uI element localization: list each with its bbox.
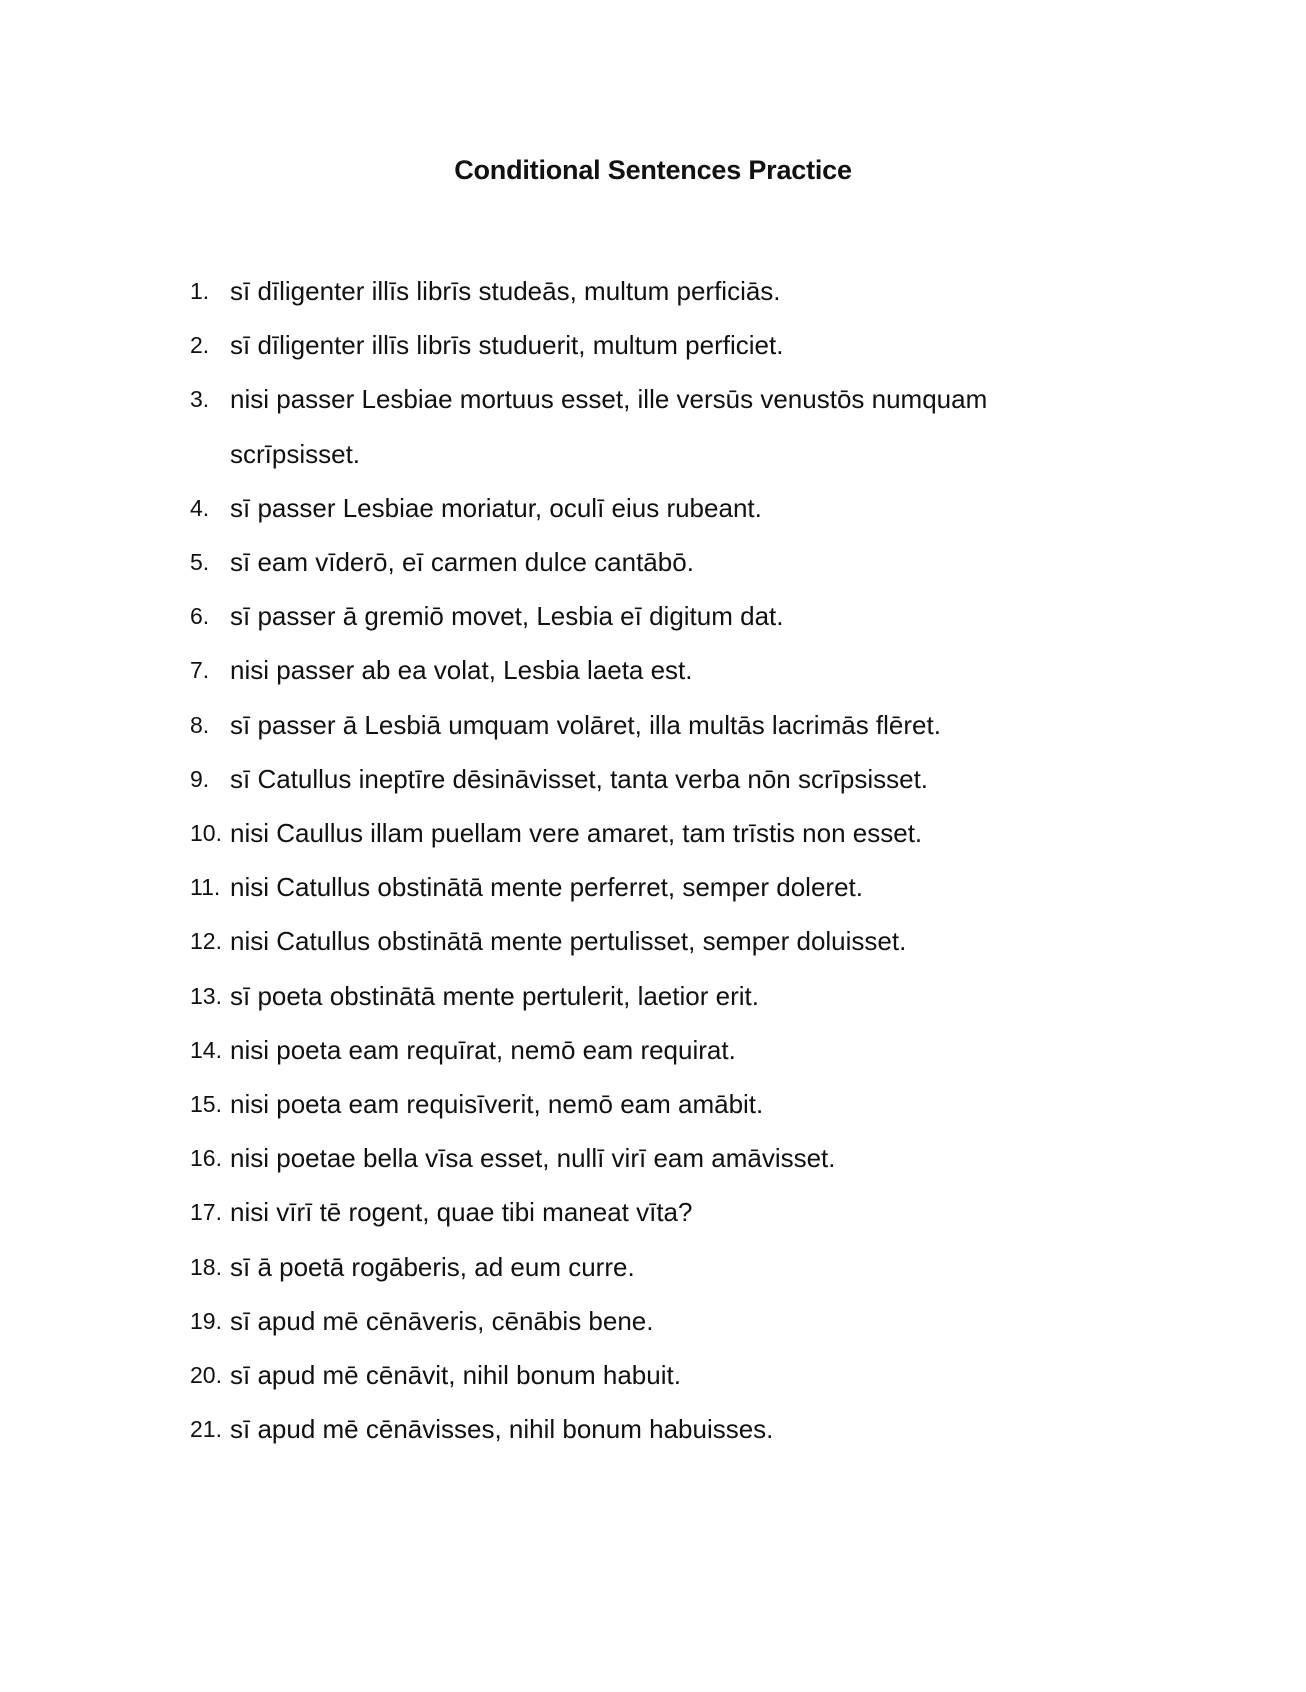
list-item <box>190 698 1090 752</box>
list-item <box>190 1131 1090 1185</box>
item-number: 12. <box>190 928 222 955</box>
item-number: 20. <box>190 1362 222 1389</box>
list-item <box>190 1185 1090 1239</box>
item-number: 14. <box>190 1036 222 1063</box>
list-item <box>190 372 1090 480</box>
list-item <box>190 481 1090 535</box>
item-text: nisi Catullus obstinātā mente perferret, semper doleret. <box>230 872 863 903</box>
item-number: 2. <box>190 332 210 359</box>
item-number: 17. <box>190 1199 222 1226</box>
item-text: sī poeta obstinātā mente pertulerit, laetior erit. <box>230 980 759 1011</box>
item-number: 1. <box>190 278 210 304</box>
list-item <box>190 1402 1090 1456</box>
item-text: sī dīligenter illīs librīs studeās, multum perficiās. <box>230 276 781 306</box>
list-item <box>190 1240 1090 1294</box>
item-number: 19. <box>190 1307 222 1334</box>
list-item <box>190 1077 1090 1131</box>
item-text: nisi poetae bella vīsa esset, nullī virī eam amāvisset. <box>230 1143 836 1174</box>
item-number: 5. <box>190 549 210 576</box>
item-number: 18. <box>190 1253 222 1280</box>
list-item <box>190 860 1090 914</box>
item-number: 4. <box>190 494 210 521</box>
item-text: sī ā poetā rogāberis, ad eum curre. <box>230 1251 635 1282</box>
item-text: sī passer ā Lesbiā umquam volāret, illa multās lacrimās flēret. <box>230 709 941 740</box>
item-text: sī passer Lesbiae moriatur, oculī eius rubeant. <box>230 492 762 523</box>
item-text: nisi vīrī tē rogent, quae tibi maneat vīta? <box>230 1197 693 1228</box>
list-item <box>190 589 1090 643</box>
item-number: 7. <box>190 657 210 684</box>
list-item <box>190 752 1090 806</box>
item-number: 11. <box>190 874 221 901</box>
item-text: nisi Caullus illam puellam vere amaret, tam trīstis non esset. <box>230 818 923 849</box>
list-item <box>190 969 1090 1023</box>
item-number: 6. <box>190 603 210 630</box>
item-number: 9. <box>190 765 210 792</box>
item-text: sī apud mē cēnāvisses, nihil bonum habuisses. <box>230 1414 774 1445</box>
item-number: 10. <box>190 820 222 847</box>
item-text: sī dīligenter illīs librīs studuerit, multum perficiet. <box>230 330 784 361</box>
list-item <box>190 1294 1090 1348</box>
list-item <box>190 643 1090 697</box>
item-number: 15. <box>190 1091 222 1118</box>
item-number: 3. <box>190 386 210 413</box>
item-text: nisi poeta eam requīrat, nemō eam requirat. <box>230 1034 736 1065</box>
item-text: sī apud mē cēnāveris, cēnābis bene. <box>230 1305 654 1336</box>
item-number: 13. <box>190 982 222 1009</box>
item-number: 16. <box>190 1145 222 1172</box>
item-number: 21. <box>190 1416 222 1443</box>
list-item <box>190 806 1090 860</box>
list-item <box>190 1023 1090 1077</box>
item-text: sī eam vīderō, eī carmen dulce cantābō. <box>230 547 694 578</box>
item-text: sī passer ā gremiō movet, Lesbia eī digitum dat. <box>230 601 784 632</box>
list-item <box>190 1348 1090 1402</box>
item-text: sī Catullus ineptīre dēsināvisset, tanta verba nōn scrīpsisset. <box>230 763 929 794</box>
list-item <box>190 318 1090 372</box>
sentence-list <box>190 264 1090 1456</box>
list-item <box>190 914 1090 968</box>
item-text: sī apud mē cēnāvit, nihil bonum habuit. <box>230 1360 681 1391</box>
document-title: Conditional Sentences Practice <box>454 155 852 185</box>
list-item <box>190 535 1090 589</box>
list-item <box>190 264 1090 318</box>
item-text: nisi poeta eam requisīverit, nemō eam amābit. <box>230 1089 764 1120</box>
item-text: nisi Catullus obstinātā mente pertulisset, semper doluisset. <box>230 926 907 957</box>
item-number: 8. <box>190 711 210 738</box>
item-text: nisi passer ab ea volat, Lesbia laeta est. <box>230 655 693 686</box>
item-text: nisi passer Lesbiae mortuus esset, ille versūs venustōs numquam scrīpsisset. <box>230 384 988 469</box>
